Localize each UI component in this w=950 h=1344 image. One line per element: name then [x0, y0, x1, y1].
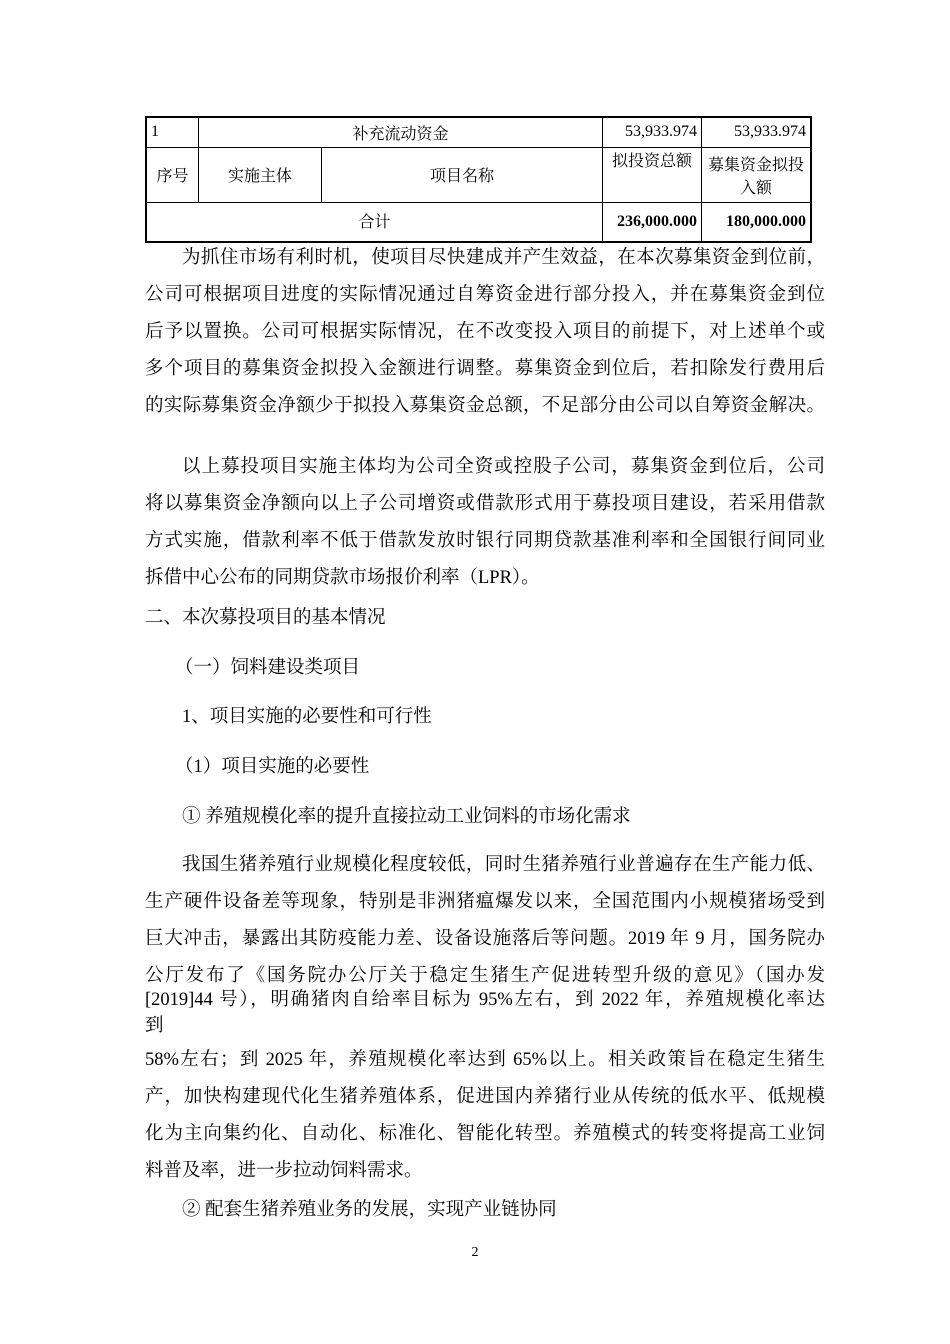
paragraph-line: 产，加快构建现代化生猪养殖体系，促进国内养猪行业从传统的低水平、低规模 — [145, 1087, 825, 1107]
cell: 236,000.000 — [603, 202, 702, 242]
table-header-row — [146, 147, 811, 202]
cell: 补充流动资金 — [199, 117, 603, 147]
header-cell: 序号 — [146, 147, 199, 202]
page-number: 2 — [471, 1245, 479, 1260]
paragraph-line: 拆借中心公布的同期贷款市场报价利率（LPR）。 — [145, 568, 540, 588]
paragraph-line: 我国生猪养殖行业规模化程度较低，同时生猪养殖行业普遍存在生产能力低、 — [182, 855, 825, 875]
paragraph-line: [2019]44 号），明确猪肉自给率目标为 95%左右，到 2022 年，养殖规模化率达 — [145, 990, 825, 1010]
paragraph-line: 化为主向集约化、自动化、标准化、智能化转型。养殖模式的转变将提高工业饲 — [145, 1124, 825, 1144]
table-row — [146, 117, 811, 147]
subsection-heading: （1）项目实施的必要性 — [175, 757, 370, 777]
paragraph-line: 58%左右；到 2025 年，养殖规模化率达到 65%以上。相关政策旨在稳定生猪生 — [145, 1050, 825, 1070]
paragraph-line: 的实际募集资金净额少于拟投入募集资金总额，不足部分由公司以自筹资金解决。 — [145, 396, 825, 416]
table-total-row — [146, 202, 811, 242]
paragraph-line: 后予以置换。公司可根据实际情况，在不改变投入项目的前提下，对上述单个或 — [145, 322, 825, 342]
paragraph-line: 到 — [145, 1016, 164, 1036]
cell: 53,933.974 — [603, 117, 702, 147]
paragraph-line: 生产硬件设备差等现象，特别是非洲猪瘟爆发以来，全国范围内小规模猪场受到 — [145, 892, 825, 912]
paragraph-line: 公厅发布了《国务院办公厅关于稳定生猪生产促进转型升级的意见》（国办发 — [145, 966, 825, 986]
paragraph-line: 公司可根据项目进度的实际情况通过自筹资金进行部分投入，并在募集资金到位 — [145, 285, 825, 305]
paragraph-line: 料普及率，进一步拉动饲料需求。 — [145, 1161, 423, 1181]
cell: 合计 — [146, 202, 603, 242]
header-cell: 项目名称 — [322, 147, 603, 202]
header-cell: 实施主体 — [199, 147, 322, 202]
cell: 53,933.974 — [702, 117, 812, 147]
header-cell: 拟投资总额 — [603, 147, 702, 202]
paragraph-line: 将以募集资金净额向以上子公司增资或借款形式用于募投项目建设，若采用借款 — [145, 494, 825, 514]
subsection-heading: 1、项目实施的必要性和可行性 — [182, 707, 432, 727]
section-heading: 二、本次募投项目的基本情况 — [145, 608, 386, 628]
funding-table — [145, 116, 812, 243]
paragraph-line: 多个项目的募集资金拟投入金额进行调整。募集资金到位后，若扣除发行费用后 — [145, 359, 825, 379]
cell: 1 — [146, 117, 199, 147]
cell: 180,000.000 — [702, 202, 812, 242]
subsection-heading: ② 配套生猪养殖业务的发展，实现产业链协同 — [182, 1200, 557, 1220]
subsection-heading: （一）饲料建设类项目 — [175, 658, 361, 678]
paragraph-line: 为抓住市场有利时机，使项目尽快建成并产生效益，在本次募集资金到位前， — [182, 248, 825, 268]
paragraph-line: 以上募投项目实施主体均为公司全资或控股子公司，募集资金到位后，公司 — [182, 457, 825, 477]
header-cell: 募集资金拟投入额 — [702, 147, 812, 202]
subsection-heading: ① 养殖规模化率的提升直接拉动工业饲料的市场化需求 — [182, 807, 631, 827]
paragraph-line: 方式实施，借款利率不低于借款发放时银行同期贷款基准利率和全国银行间同业 — [145, 531, 825, 551]
paragraph-line: 巨大冲击，暴露出其防疫能力差、设备设施落后等问题。2019 年 9 月，国务院办 — [145, 929, 825, 949]
